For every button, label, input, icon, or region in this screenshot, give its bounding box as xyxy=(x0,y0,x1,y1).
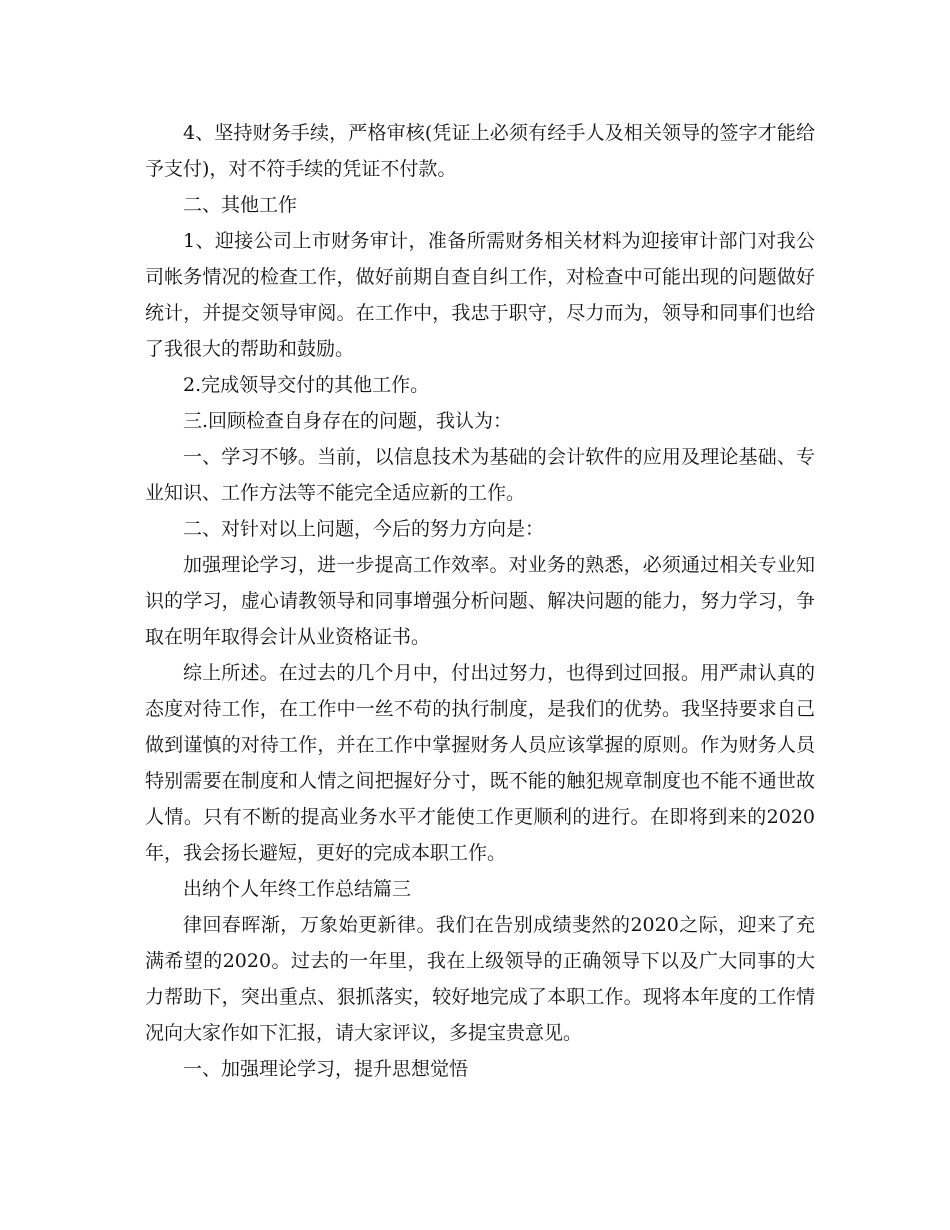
paragraph-summary: 综上所述。在过去的几个月中，付出过努力，也得到过回报。用严肃认真的态度对待工作，在工作中一丝不苟的执行制度，是我们的优势。我坚持要求自己做到谨慎的对待工作，并在工作中掌握财务人员应该掌握的原则。作为财务人员特别需要在制度和人情之间把握好分寸，既不能的触犯规章制度也不能不通世故人情。只有不断的提高业务水平才能使工作更顺利的进行。在即将到来的2020年，我会扬长避短，更好的完成本职工作。 xyxy=(145,662,815,864)
paragraph-year-intro: 律回春晖渐，万象始更新律。我们在告别成绩斐然的2020之际，迎来了充满希望的2020。过去的一年里，我在上级领导的正确领导下以及广大同事的大力帮助下，突出重点、狠抓落实，较好地完成了本职工作。现将本年度的工作情况向大家作如下汇报，请大家评议，多提宝贵意见。 xyxy=(145,914,815,1044)
heading-theory-study: 一、加强理论学习，提升思想觉悟 xyxy=(183,1058,469,1080)
heading-self-review: 三.回顾检查自身存在的问题，我认为： xyxy=(183,410,513,432)
paragraph-other-tasks: 2.完成领导交付的其他工作。 xyxy=(183,374,430,396)
paragraph-audit-preparation: 1、迎接公司上市财务审计，准备所需财务相关材料为迎接审计部门对我公司帐务情况的检查工作，做好前期自查自纠工作，对检查中可能出现的问题做好统计，并提交领导审阅。在工作中，我忠于职守，尽力而为，领导和同事们也给了我很大的帮助和鼓励。 xyxy=(145,230,815,360)
paragraph-strengthen-study: 加强理论学习，进一步提高工作效率。对业务的熟悉，必须通过相关专业知识的学习，虚心请教领导和同事增强分析问题、解决问题的能力，努力学习，争取在明年取得会计从业资格证书。 xyxy=(145,554,815,648)
paragraph-finance-procedures: 4、坚持财务手续，严格审核(凭证上必须有经手人及相关领导的签字才能给予支付)，对不符手续的凭证不付款。 xyxy=(145,122,815,180)
heading-improvement-direction: 二、对针对以上问题，今后的努力方向是： xyxy=(183,518,545,540)
paragraph-insufficient-study: 一、学习不够。当前，以信息技术为基础的会计软件的应用及理论基础、专业知识、工作方法等不能完全适应新的工作。 xyxy=(145,446,815,504)
section-title-part-three: 出纳个人年终工作总结篇三 xyxy=(183,878,412,900)
heading-other-work: 二、其他工作 xyxy=(183,194,298,216)
document-body xyxy=(145,115,815,1087)
